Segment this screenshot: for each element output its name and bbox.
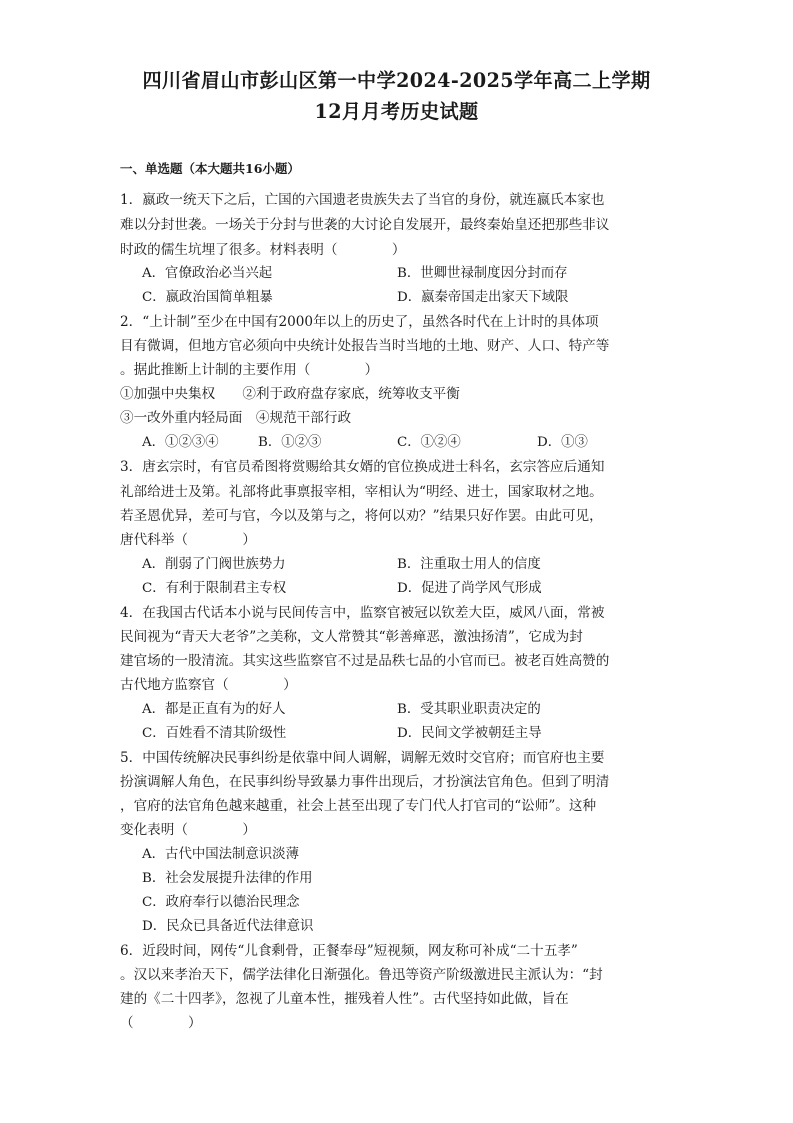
q1-option-a: A．官僚政治必当兴起 — [142, 266, 273, 281]
q6-stem-line: 6．近段时间，网传“儿食剩骨，正餐奉母”短视频，网友称可补成“二十五孝” — [120, 943, 578, 959]
q5-option-c: C．政府奉行以德治民理念 — [142, 895, 300, 910]
q4-stem-line: 4．在我国古代话本小说与民间传言中，监察官被冠以钦差大臣，威风八面，常被 — [120, 605, 605, 621]
q4-option-d: D．民间文学被朝廷主导 — [397, 726, 542, 741]
exam-title-line2: 12月月考历史试题 — [314, 100, 479, 123]
q4-stem-line: 建官场的一股清流。其实这些监察官不过是品秩七品的小官而已。被老百姓高赞的 — [120, 653, 610, 669]
q1-option-b: B．世卿世禄制度因分封而存 — [397, 266, 568, 281]
q5-stem-line: ，官府的法官角色越来越重，社会上甚至出现了专门代人打官司的“讼师”。这种 — [120, 798, 597, 814]
q5-stem-line: 5．中国传统解决民事纠纷是依靠中间人调解，调解无效时交官府；而官府也主要 — [120, 750, 605, 766]
q2-stem-line: 目有微调，但地方官必须向中央统计处报告当时当地的土地、财产、人口、特产等 — [120, 338, 610, 354]
q1-stem-line: 难以分封世袭。一场关于分封与世袭的大讨论自发展开，最终秦始皇还把那些非议 — [120, 217, 610, 233]
q5-stem-line: 扮演调解人角色，在民事纠纷导致暴力事件出现后，才扮演法官角色。但到了明清 — [120, 774, 610, 790]
q5-stem-line: 变化表明（ ） — [120, 822, 256, 838]
q2-statement-line: ③一改外重内轻局面 ④规范干部行政 — [120, 410, 352, 426]
q3-stem-line: 唐代科举（ ） — [120, 532, 256, 548]
q6-stem-line: 建的《二十四孝》，忽视了儿童本性，摧残着人性”。古代坚持如此做，旨在 — [120, 991, 569, 1007]
q3-stem-line: 礼部给进士及第。礼部将此事禀报宰相，宰相认为“明经、进士，国家取材之地。 — [120, 484, 603, 500]
q5-option-d: D．民众已具备近代法律意识 — [142, 919, 314, 934]
q1-stem-line: 1．嬴政一统天下之后，亡国的六国遗老贵族失去了当官的身份，就连嬴氏本家也 — [120, 192, 605, 208]
q4-option-b: B．受其职业职责决定的 — [397, 702, 541, 717]
q6-stem-line: 。汉以来孝治天下，儒学法律化日渐强化。鲁迅等资产阶级激进民主派认为：“封 — [120, 967, 603, 983]
q2-option-b: B．①②③ — [258, 435, 322, 450]
q2-stem-line: 2．“上计制”至少在中国有2000年以上的历史了，虽然各时代在上计时的具体项 — [120, 314, 599, 330]
q1-stem-line: 时政的儒生坑埋了很多。材料表明（ ） — [120, 242, 406, 258]
q4-option-c: C．百姓看不清其阶级性 — [142, 726, 287, 741]
q1-option-c: C．嬴政治国简单粗暴 — [142, 290, 273, 305]
section-heading: 一、单选题（本大题共16小题） — [120, 161, 300, 176]
q2-option-c: C．①②④ — [397, 435, 461, 450]
q3-stem-line: 3．唐玄宗时，有官员希图将赏赐给其女婿的官位换成进士科名，玄宗答应后通知 — [120, 459, 605, 475]
q5-option-b: B．社会发展提升法律的作用 — [142, 871, 313, 886]
q3-option-d: D．促进了尚学风气形成 — [397, 581, 542, 596]
q2-option-a: A．①②③④ — [142, 435, 219, 450]
q2-option-d: D．①③ — [537, 435, 588, 450]
q3-option-c: C．有利于限制君主专权 — [142, 581, 287, 596]
q3-option-b: B．注重取士用人的信度 — [397, 557, 541, 572]
q3-option-a: A．削弱了门阀世族势力 — [142, 557, 286, 572]
exam-title-line1: 四川省眉山市彭山区第一中学2024-2025学年高二上学期 — [142, 69, 651, 92]
q5-option-a: A．古代中国法制意识淡薄 — [142, 847, 299, 862]
q1-option-d: D．嬴秦帝国走出家天下域限 — [397, 290, 569, 305]
q4-stem-line: 民间视为“青天大老爷”之美称，文人常赞其“彰善瘅恶，激浊扬清”，它成为封 — [120, 629, 583, 645]
q4-option-a: A．都是正直有为的好人 — [142, 702, 286, 717]
q3-stem-line: 若圣恩优异，差可与官，今以及第与之，将何以劝？”结果只好作罢。由此可见， — [120, 508, 603, 524]
q4-stem-line: 古代地方监察官（ ） — [120, 677, 297, 693]
q6-stem-line: （ ） — [120, 1015, 202, 1031]
q2-statement-line: ①加强中央集权 ②利于政府盘存家底，统筹收支平衡 — [120, 386, 460, 402]
q2-stem-line: 。据此推断上计制的主要作用（ ） — [120, 362, 379, 378]
